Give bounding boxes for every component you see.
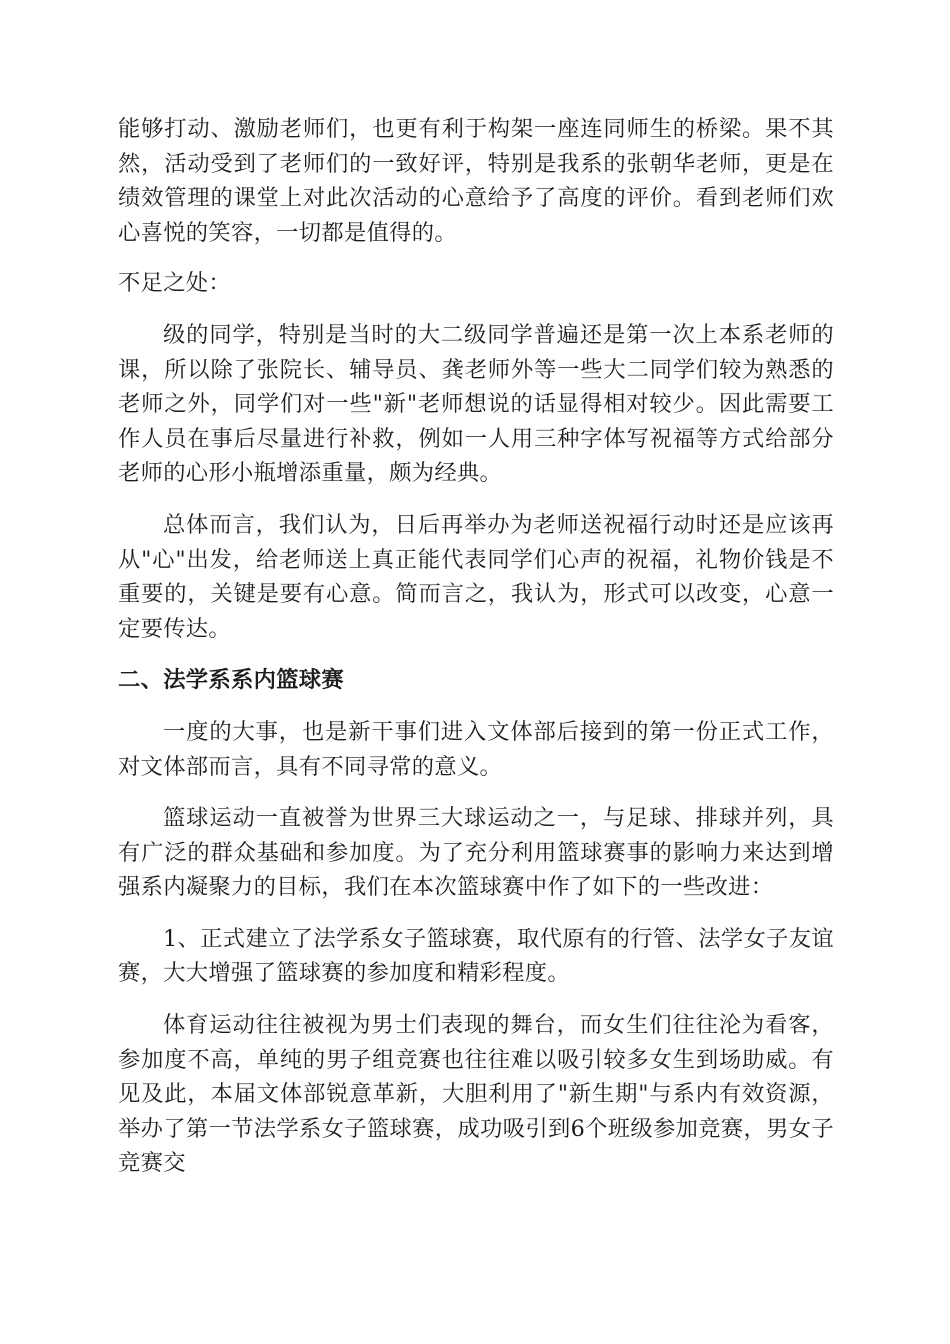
paragraph-summary: 总体而言，我们认为，日后再举办为老师送祝福行动时还是应该再从"心"出发，给老师送上真正能代表同学们心声的祝福，礼物价钱是不重要的，关键是要有心意。简而言之，我认为，形式可以改变，心意一定要传达。 <box>118 511 834 642</box>
paragraph-shortcomings: 级的同学，特别是当时的大二级同学普遍还是第一次上本系老师的课，所以除了张院长、辅导员、龚老师外等一些大二同学们较为熟悉的老师之外，同学们对一些"新"老师想说的话显得相对较少。因此需要工作人员在事后尽量进行补救，例如一人用三种字体写祝福等方式给部分老师的心形小瓶增添重量，颇为经典。 <box>118 321 834 487</box>
paragraph-teacher-feedback: 能够打动、激励老师们，也更有利于构架一座连同师生的桥梁。果不其然，活动受到了老师们的一致好评，特别是我系的张朝华老师，更是在绩效管理的课堂上对此次活动的心意给予了高度的评价。看到老师们欢心喜悦的笑容，一切都是值得的。 <box>118 116 834 246</box>
document-body <box>118 112 834 1181</box>
paragraph-improvement-1: 1、正式建立了法学系女子篮球赛，取代原有的行管、法学女子友谊赛，大大增强了篮球赛的参加度和精彩程度。 <box>118 925 834 987</box>
section-heading-basketball: 二、法学系系内篮球赛 <box>118 667 344 694</box>
section-label-shortcomings: 不足之处： <box>118 270 231 297</box>
paragraph-womens-basketball: 体育运动往往被视为男士们表现的舞台，而女生们往往沦为看客，参加度不高，单纯的男子组竞赛也往往难以吸引较多女生到场助威。有见及此，本届文体部锐意革新，大胆利用了"新生期"与系内有效资源，举办了第一节法学系女子篮球赛，成功吸引到6个班级参加竞赛，男女子竞赛交 <box>118 1012 834 1177</box>
paragraph-basketball-intro: 一度的大事，也是新干事们进入文体部后接到的第一份正式工作，对文体部而言，具有不同寻常的意义。 <box>118 718 834 780</box>
paragraph-basketball-improvements: 篮球运动一直被誉为世界三大球运动之一，与足球、排球并列，具有广泛的群众基础和参加度。为了充分利用篮球赛事的影响力来达到增强系内凝聚力的目标，我们在本次篮球赛中作了如下的一些改进： <box>118 805 834 901</box>
